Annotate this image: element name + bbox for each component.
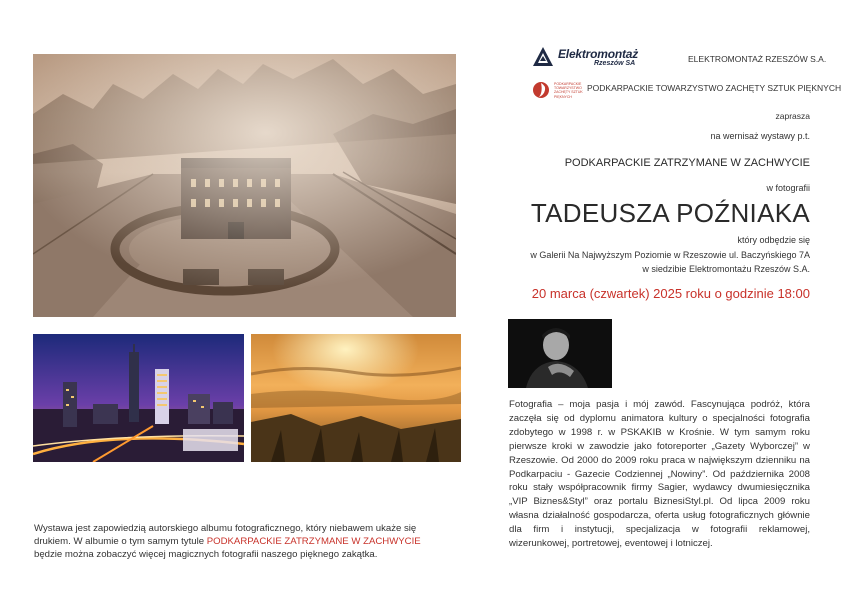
logo-text: PODKARPACKIE TOWARZYSTWO ZACHĘTY SZTUK PIĘKNYCH <box>554 82 583 99</box>
ptzsp-logo <box>532 80 582 102</box>
elektromontaz-triangle-icon <box>532 46 554 68</box>
photographer-name: TADEUSZA POŹNIAKA <box>530 198 810 228</box>
intro-highlight: PODKARPACKIE ZATRZYMANE W ZACHWYCIE <box>206 536 421 547</box>
intro-text-1: Wystawa jest zapowiedzią autorskiego albumu fotograficznego, który niebawem ukaże się drukiem. W albumie o tym samym tytule <box>34 523 417 547</box>
invite-line-1: na wernisaż wystawy p.t. <box>710 131 810 141</box>
logo-name: Elektromontaż <box>558 47 639 61</box>
organizer-name-1: ELEKTROMONTAŻ RZESZÓW S.A. <box>688 54 827 64</box>
ptzsp-face-icon <box>532 80 552 100</box>
invite-venue: w Galerii Na Najwyższym Poziomie w Rzeszowie ul. Baczyńskiego 7A <box>530 250 810 260</box>
invite-line-3: który odbędzie się <box>737 235 810 245</box>
intro-text-2: będzie można zobaczyć więcej magicznych fotografii naszego pięknego zakątka. <box>34 549 378 560</box>
invite-venue-2: w siedzibie Elektromontażu Rzeszów S.A. <box>642 264 810 274</box>
invite-line-2: w fotografii <box>766 183 810 193</box>
night-city-photo <box>33 334 244 462</box>
organizer-name-2: PODKARPACKIE TOWARZYSTWO ZACHĘTY SZTUK PIĘKNYCH <box>587 83 842 93</box>
photographer-bio: Fotografia – moja pasja i mój zawód. Fascynująca podróż, która zaczęła się od dyplomu animatora kultury o specjalności fotografia zdobytego w 1998 r. w PSKAKIB w Krośnie. W tym samym roku pierwsze kroki w zawodzie jako fotoreporter „Gazety Wyborczej” w Rzeszowie. Od 2000 do 2009 roku praca w największym dzienniku na Podkarpaciu - Gazecie Codziennej „Nowiny”. Od października 2008 roku stały współpracownik firmy Sagier, wydawcy dwumiesięcznika „VIP Biznes&Styl” oraz portalu BiznesiStyl.pl. Od lipca 2009 roku własna działalność gospodarcza, oferta usług fotograficznych głównie dla firm i instytucji, specjalizacja w fotografii reklamowej, wizerunkowej, portretowej, eventowej i lotniczej. <box>509 399 810 550</box>
event-date: 20 marca (czwartek) 2025 roku o godzinie 18:00 <box>531 286 810 301</box>
elektromontaz-logo <box>532 46 639 68</box>
aerial-fog-photo <box>33 54 456 317</box>
exhibition-title: PODKARPACKIE ZATRZYMANE W ZACHWYCIE <box>564 157 810 169</box>
photographer-portrait <box>508 319 612 388</box>
invite-zaprasza: zaprasza <box>775 111 810 121</box>
album-intro <box>34 522 449 561</box>
logo-sub: Rzeszów SA <box>594 60 636 67</box>
golden-fog-landscape-photo <box>251 334 461 462</box>
